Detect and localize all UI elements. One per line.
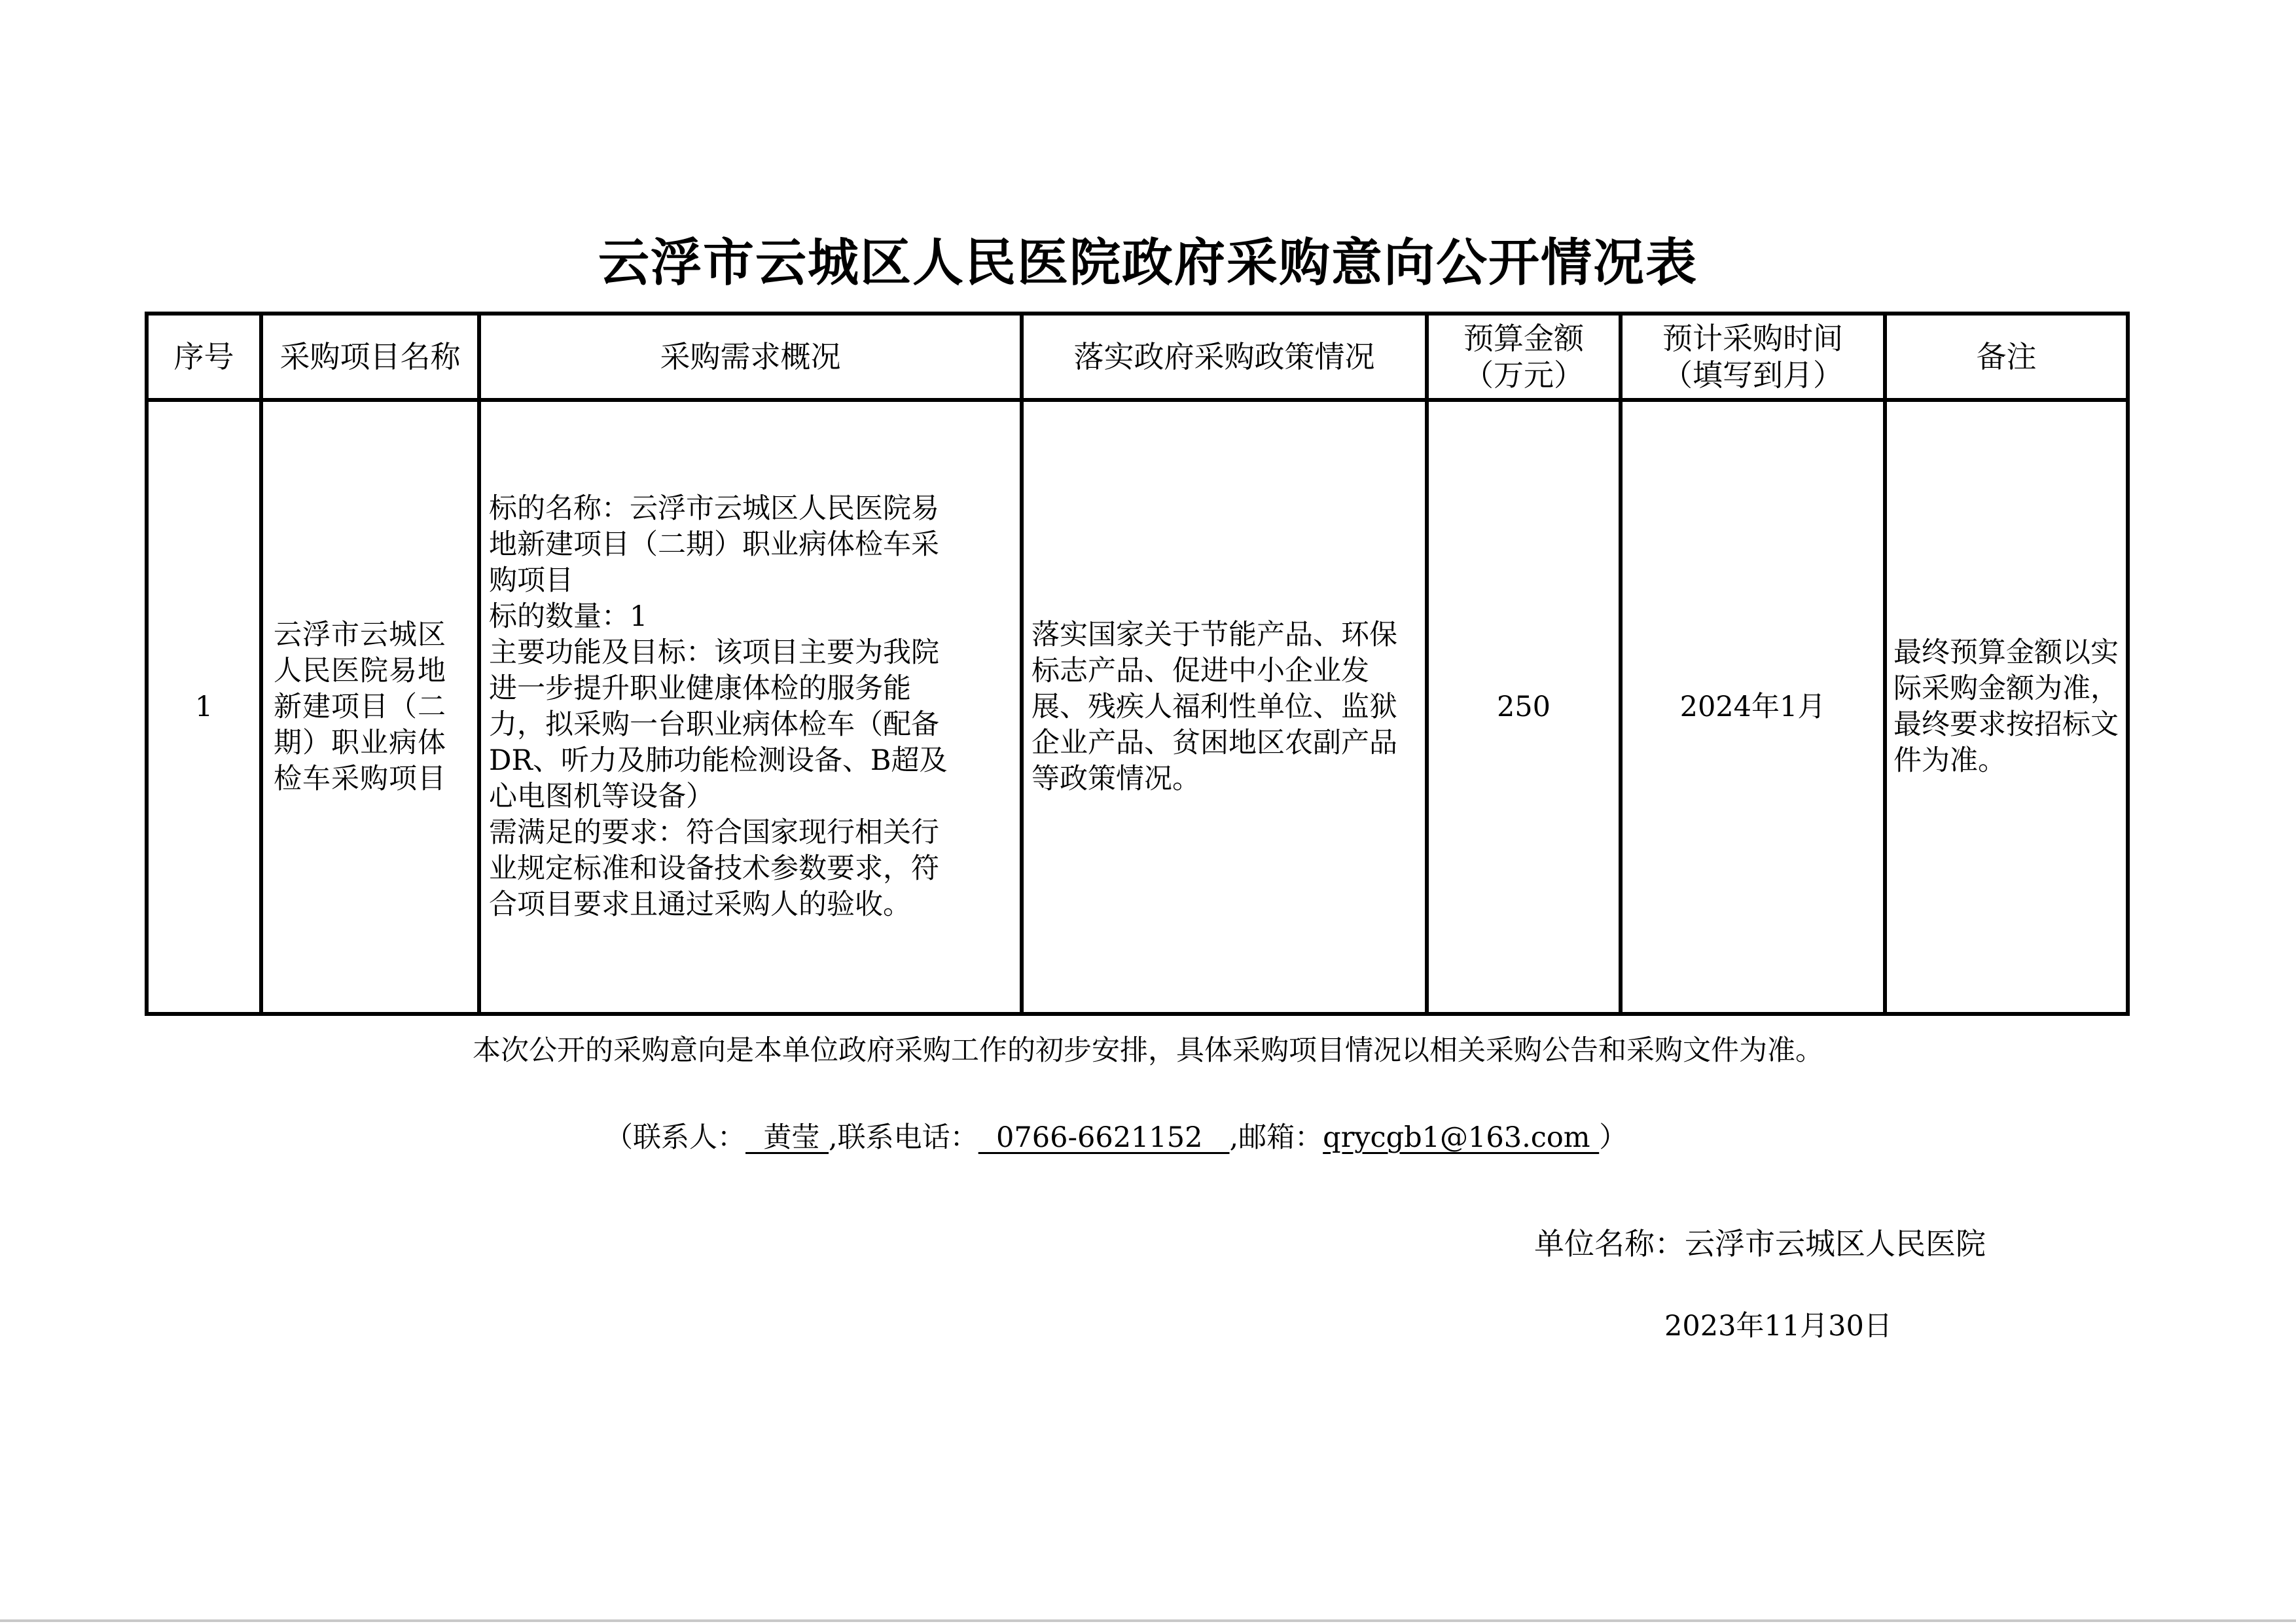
cell-remark [1885,400,2128,1014]
summary-line: 心电图机等设备） [489,780,714,813]
cell-project-name [261,400,479,1014]
header-budget-line2: （万元） [1463,357,1584,393]
summary-line: 进一步提升职业健康体检的服务能 [489,672,911,705]
summary-line: DR、听力及肺功能检测设备、B超及 [489,744,948,777]
cell-summary [479,400,1022,1014]
summary-content [481,491,1020,923]
cell-purchase-time: 2024年1月 [1621,400,1885,1014]
procurement-intent-table [145,312,2130,1016]
summary-requirements [489,815,1016,923]
header-budget-line1: 预算金额 [1463,321,1584,356]
unit-name: 单位名称：云浮市云城区人民医院 [1534,1226,1986,1261]
contact-person: 黄莹 [745,1121,829,1154]
header-budget [1427,314,1621,400]
summary-line: 业规定标准和设备技术参数要求，符 [489,852,939,885]
summary-line: 合项目要求且通过采购人的验收。 [489,888,911,921]
page-bottom-divider [0,1619,2296,1622]
summary-line: 购项目 [489,564,573,597]
contact-line [605,1119,1627,1156]
contact-phone: 0766-6621152 [978,1121,1230,1154]
header-seq: 序号 [147,314,261,400]
header-remark: 备注 [1885,314,2128,400]
header-time-line1: 预计采购时间 [1662,321,1843,356]
contact-email: qrycgb1@163.com [1323,1121,1600,1154]
project-name-text: 云浮市云城区人民医院易地新建项目（二期）职业病体检车采购项目 [274,618,446,795]
cell-seq: 1 [147,400,261,1014]
summary-line: 标的名称：云浮市云城区人民医院易 [489,492,939,525]
contact-email-label: ,邮箱： [1229,1121,1323,1154]
contact-person-label: 联系人： [633,1121,745,1154]
summary-quantity: 标的数量：1 [489,600,648,633]
summary-line: 需满足的要求：符合国家现行相关行 [489,816,939,849]
summary-subject-name [489,491,1016,599]
table-row [147,400,2128,1014]
cell-policy [1022,400,1427,1014]
publish-date: 2023年11月30日 [1664,1310,1892,1343]
header-policy: 落实政府采购政策情况 [1022,314,1427,400]
summary-line: 地新建项目（二期）职业病体检车采 [489,528,939,561]
contact-close-paren: ） [1599,1121,1628,1154]
summary-functions [489,635,1016,815]
header-summary: 采购需求概况 [479,314,1022,400]
contact-phone-label: ,联系电话： [829,1121,978,1154]
table-header-row [147,314,2128,400]
cell-budget: 250 [1427,400,1621,1014]
remark-text: 最终预算金额以实际采购金额为准，最终要求按招标文件为准。 [1893,636,2119,777]
notice-text: 本次公开的采购意向是本单位政府采购工作的初步安排，具体采购项目情况以相关采购公告和采购文件为准。 [473,1034,1823,1067]
contact-open-paren: （ [605,1121,633,1154]
header-project-name: 采购项目名称 [261,314,479,400]
header-time-line2: （填写到月） [1662,357,1843,393]
page-title: 云浮市云城区人民医院政府采购意向公开情况表 [598,234,1698,293]
policy-text: 落实国家关于节能产品、环保标志产品、促进中小企业发展、残疾人福利性单位、监狱企业产品、贫困地区农副产品等政策情况。 [1031,618,1397,795]
header-purchase-time [1621,314,1885,400]
summary-line: 主要功能及目标：该项目主要为我院 [489,636,939,669]
summary-line: 力，拟采购一台职业病体检车（配备 [489,708,939,741]
